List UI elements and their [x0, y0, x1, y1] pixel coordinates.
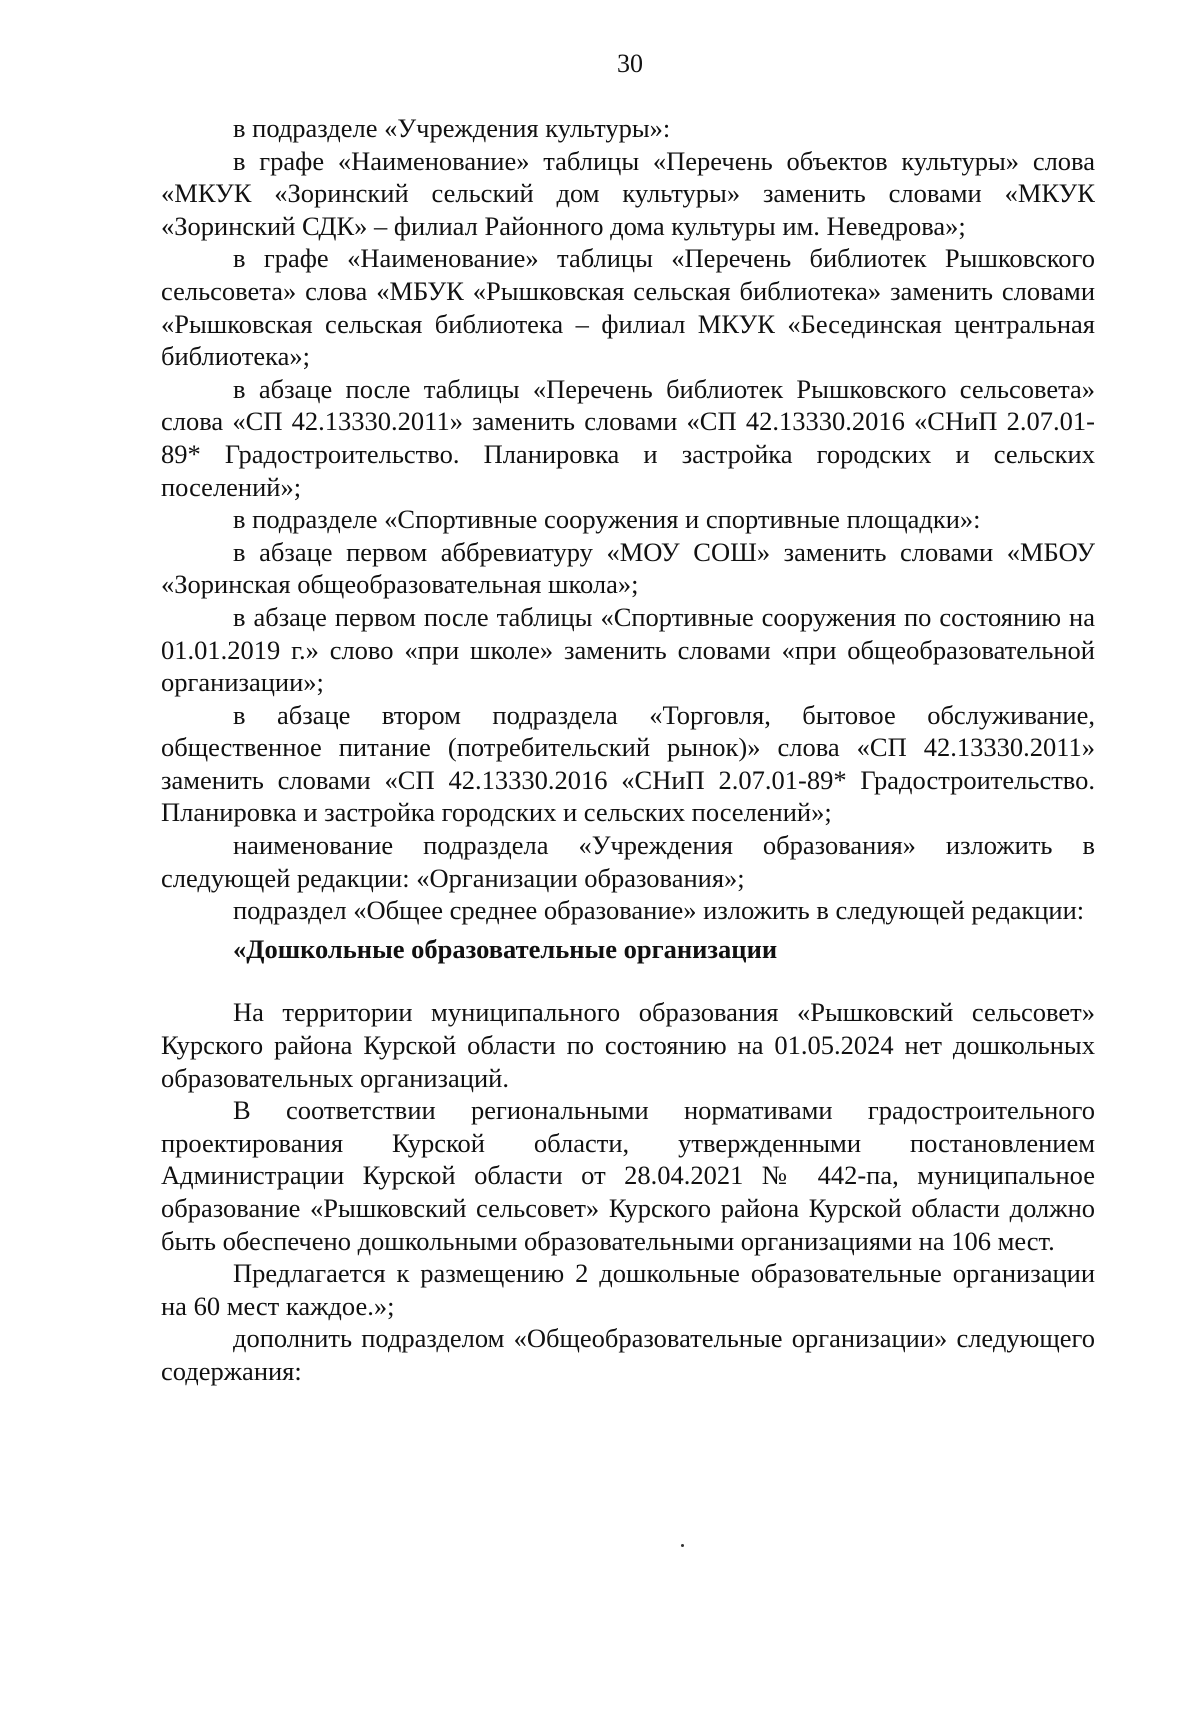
paragraph-culture-subsection: в подразделе «Учреждения культуры»: — [233, 113, 671, 143]
paragraph-libraries-norms: в абзаце после таблицы «Перечень библиотек Рышковского сельсовета» слова «СП 42.13330.2011» заменить словами «СП 42.13330.2016 «СНиП 2.07.01-89* Градостроительство. Планировка и застройка городских и сельских поселений»; — [161, 373, 1095, 502]
paragraph-education-title: наименование подраздела «Учреждения образования» изложить в следующей редакции: «Организации образования»; — [161, 830, 1095, 893]
scan-speck — [681, 1544, 684, 1547]
paragraph-sports-abbreviation: в абзаце первом аббревиатуру «МОУ СОШ» заменить словами «МБОУ «Зоринская общеобразовательная школа»; — [161, 536, 1095, 600]
paragraph-libraries: в графе «Наименование» таблицы «Перечень библиотек Рышковского сельсовета» слова «МБУК «Рышковская сельская библиотека» заменить словами «Рышковская сельская библиотека – филиал МКУК «Бесединская центральная библиотека»; — [161, 243, 1095, 372]
paragraph-culture-objects: в графе «Наименование» таблицы «Перечень объектов культуры» слова «МКУК «Зоринский сельский дом культуры» заменить словами «МКУК «Зоринский СДК» – филиал Районного дома культуры им. Неведрова»; — [161, 145, 1095, 241]
paragraph-regional-norms: В соответствии региональными нормативами градостроительного проектирования Курской области, утвержденными постановлением Администрации Курской области от 28.04.2021 № 442-па, муниципальное образование «Рышковский сельсовет» Курского района Курской области должно быть обеспечено дошкольными образовательными организациями на 106 мест. — [161, 1095, 1095, 1256]
page-number: 30 — [617, 49, 643, 78]
paragraph-add-subsection: дополнить подразделом «Общеобразовательные организации» следующего содержания: — [161, 1323, 1095, 1386]
document-body — [161, 112, 1095, 1388]
paragraph-sports-subsection: в подразделе «Спортивные сооружения и спортивные площадки»: — [233, 504, 981, 535]
paragraph-proposal: Предлагается к размещению 2 дошкольные образовательные организации на 60 мест каждое.»; — [161, 1258, 1095, 1321]
paragraph-sports-after-table: в абзаце первом после таблицы «Спортивные сооружения по состоянию на 01.01.2019 г.» слово «при школе» заменить словами «при общеобразовательной организации»; — [161, 601, 1095, 698]
paragraph-general-education: подраздел «Общее среднее образование» изложить в следующей редакции: — [233, 895, 1085, 926]
section-heading: «Дошкольные образовательные организации — [233, 933, 778, 964]
paragraph-no-preschools: На территории муниципального образования «Рышковский сельсовет» Курского района Курской области по состоянию на 01.05.2024 нет дошкольных образовательных организаций. — [161, 997, 1095, 1093]
paragraph-trade-norms: в абзаце втором подраздела «Торговля, бытовое обслуживание, общественное питание (потребительский рынок)» слова «СП 42.13330.2011» заменить словами «СП 42.13330.2016 «СНиП 2.07.01-89* Градостроительство. Планировка и застройка городских и сельских поселений»; — [161, 699, 1095, 828]
